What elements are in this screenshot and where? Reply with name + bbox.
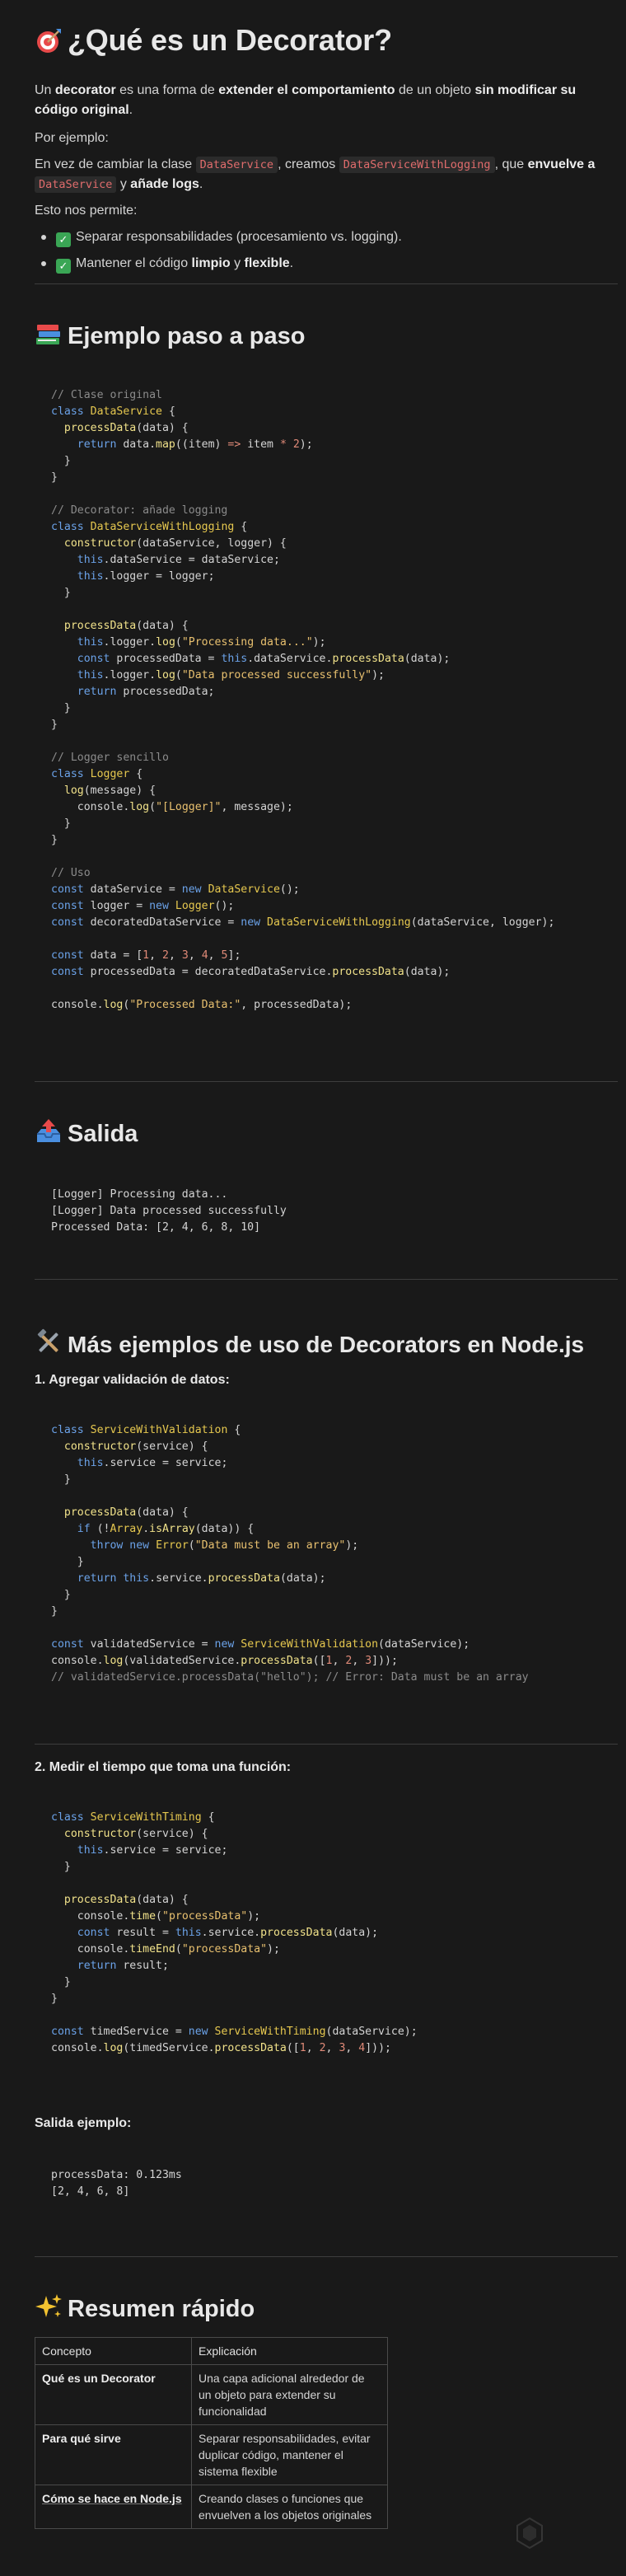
- code-block-example: // Clase original class DataService { processData(data) { return data.map((item) => item * 2); } } // Decorator: añade logging class DataServiceWithLogging { constructor(dataService, logger) { this.dataService = dataService; this.logger = logger; } processData(data) { this.logger.log("Processing data..."); const processedData = this.dataService.processData(data); this.logger.log("Data processed successfully"); return processedData; } } // Logger sencillo class Logger { log(message) { console.log("[Logger]", message); } } // Uso const dataService = new DataService(); const logger = new Logger(); const decoratedDataService = new DataServiceWithLogging(dataService, logger); const data = [1, 2, 3, 4, 5]; const processedData = decoratedDataService.processData(data); console.log("Processed Data:", processedData);: [51, 389, 555, 1011]
- table-cell-explanation: Separar responsabilidades, evitar duplicar código, mantener el sistema flexible: [192, 2425, 388, 2485]
- table-header: Concepto: [35, 2338, 192, 2365]
- table-header-row: [35, 2338, 388, 2365]
- tools-icon: [35, 1328, 63, 1356]
- example-label: Por ejemplo:: [35, 131, 109, 145]
- subheading-validation: 1. Agregar validación de datos:: [35, 1373, 230, 1387]
- table-cell-concept: Cómo se hace en Node.js: [35, 2485, 192, 2529]
- table-cell-explanation: Creando clases o funciones que envuelven a los objetos originales: [192, 2485, 388, 2529]
- example-line: En vez de cambiar la clase DataService , creamos DataServiceWithLogging , que envuelve a DataService y añade logs.: [35, 157, 596, 191]
- example-heading: Ejemplo paso a paso: [35, 320, 305, 350]
- allows-label: Esto nos permite:: [35, 204, 138, 218]
- table-cell-concept: Qué es un Decorator: [35, 2365, 192, 2425]
- page-title: ¿Qué es un Decorator?: [35, 23, 392, 58]
- code-block-sample: processData: 0.123ms [2, 4, 6, 8]: [51, 2169, 182, 2198]
- code-block-validation: class ServiceWithValidation { constructor(service) { this.service = service; } processData(data) { if (!Array.isArray(data)) { throw new Error("Data must be an array"); } return this.service.processData(data); } } const validatedService = new ServiceWithValidation(dataService); console.log(validatedService.processData([1, 2, 3])); // validatedService.processData("hello"); // Error: Data must be an array: [51, 1424, 529, 1684]
- divider: [35, 2256, 618, 2257]
- divider: [35, 283, 618, 284]
- benefits-list: [35, 227, 611, 280]
- table-cell-concept: Para qué sirve: [35, 2425, 192, 2485]
- watermark-logo-icon: [516, 2517, 544, 2550]
- check-icon: ✓: [56, 232, 71, 247]
- code-block-timing: class ServiceWithTiming { constructor(service) { this.service = service; } processData(data) { console.time("processData"); const result = this.service.processData(data); console.timeEnd("processData"); return result; } } const timedService = new ServiceWithTiming(dataService); console.log(timedService.processData([1, 2, 3, 4]));: [51, 1811, 418, 2054]
- more-heading: Más ejemplos de uso de Decorators en Node.js: [35, 1328, 584, 1358]
- subheading-timing: 2. Medir el tiempo que toma una función:: [35, 1760, 292, 1774]
- table-row: [35, 2365, 388, 2425]
- intro-paragraph: Un decorator es una forma de extender el comportamiento de un objeto sin modificar su código original.: [35, 83, 577, 117]
- output-heading: Salida: [35, 1117, 138, 1148]
- table-cell-explanation: Una capa adicional alrededor de un objeto para extender su funcionalidad: [192, 2365, 388, 2425]
- summary-heading: Resumen rápido: [35, 2293, 255, 2323]
- code-block-output: [Logger] Processing data... [Logger] Data processed successfully Processed Data: [2, 4, 6, 8, 10]: [51, 1188, 287, 1234]
- sparkles-icon: [35, 2293, 63, 2321]
- outbox-tray-icon: [35, 1117, 63, 1145]
- list-item: ✓ Separar responsabilidades (procesamiento vs. logging).: [35, 227, 611, 247]
- list-item: ✓ Mantener el código limpio y flexible.: [35, 254, 611, 274]
- target-icon: [35, 26, 63, 54]
- divider: [35, 1081, 618, 1082]
- books-icon: [35, 320, 63, 348]
- check-icon: ✓: [56, 259, 71, 274]
- divider: [35, 1279, 618, 1280]
- sample-output-label: Salida ejemplo:: [35, 2116, 132, 2130]
- summary-table: [35, 2337, 388, 2529]
- table-row: [35, 2485, 388, 2529]
- table-header: Explicación: [192, 2338, 388, 2365]
- divider: [35, 1744, 618, 1745]
- table-row: [35, 2425, 388, 2485]
